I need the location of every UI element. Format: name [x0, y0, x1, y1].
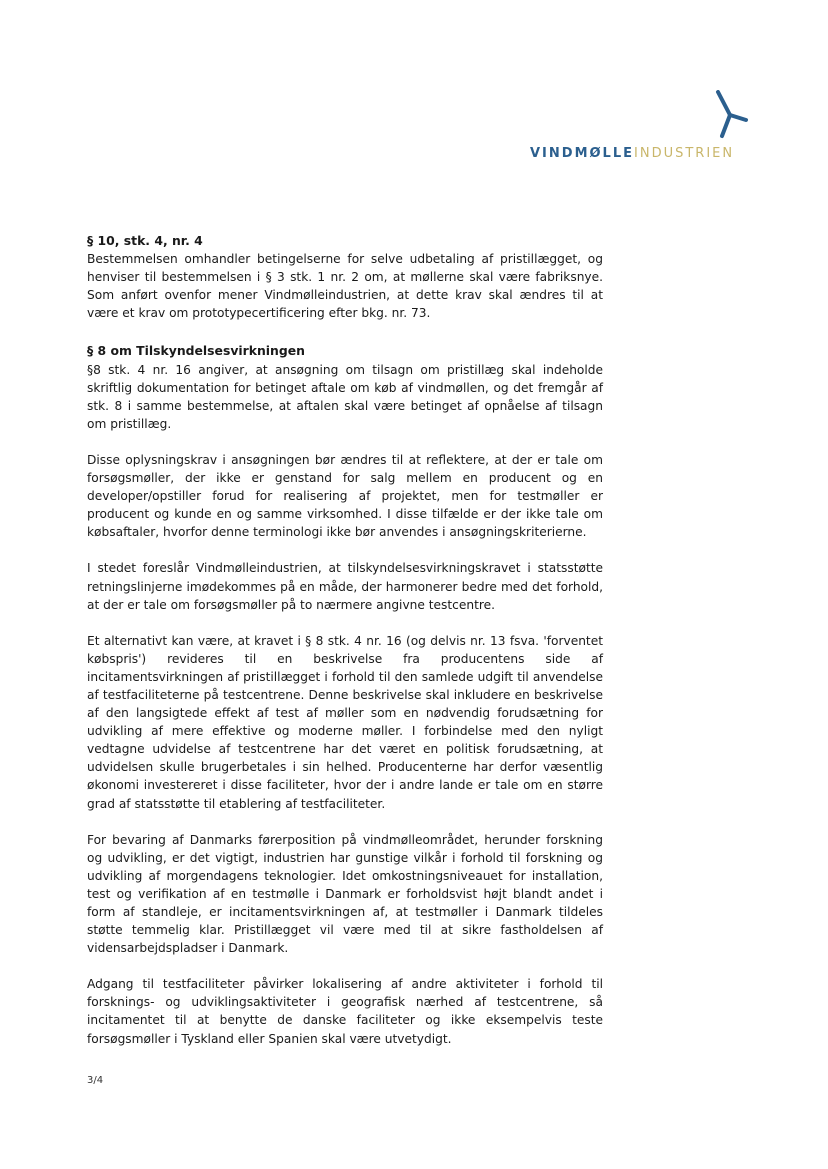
logo-wordmark: [530, 146, 734, 161]
paragraph: Disse oplysningskrav i ansøgningen bør ændres til at reflektere, at der er tale om forsøgsmøller, der ikke er genstand for salg mellem en producent og en developer/opstiller forud for realisering af projektet, men for testmøller er producent og kunde en og samme virksomhed. I disse tilfælde er der ikke tale om købsaftaler, hvorfor denne terminologi ikke bør anvendes i ansøgningskriterierne.: [87, 452, 603, 540]
paragraph: §8 stk. 4 nr. 16 angiver, at ansøgning om tilsagn om pristillæg skal indeholde skriftlig dokumentation for betinget aftale om køb af vindmøllen, og det fremgår af stk. 8 i samme bestemmelse, at aftalen skal være betinget af opnåelse af tilsagn om pristillæg.: [87, 362, 603, 431]
paragraph: Et alternativt kan være, at kravet i § 8 stk. 4 nr. 16 (og delvis nr. 13 fsva. 'forventet købspris') revideres til en beskrivelse fra producentens side af incitamentsvirkningen af pristillægget i forhold til den samlede udgift til anvendelse af testfaciliteterne på testcentrene. Denne beskrivelse skal inkludere en beskrivelse af den langsigtede effekt af test af møller som en nødvendig forudsætning for udvikling af mere effektive og moderne møller. I forbindelse med den nyligt vedtagne udvidelse af testcentrene har det været en politisk forudsætning, at udvidelsen skulle brugerbetales i sin helhed. Producenterne har derfor væsentlig økonomi investereret i disse faciliteter, hvor der i andre lande er tale om en større grad af statsstøtte til etablering af testfaciliteter.: [87, 633, 603, 811]
paragraph: Bestemmelsen omhandler betingelserne for selve udbetaling af pristillægget, og henviser til bestemmelsen i § 3 stk. 1 nr. 2 om, at møllerne skal være fabriksnye. Som anført ovenfor mener Vindmølleindustrien, at dette krav skal ændres til at være et krav om prototypecertificering efter bkg. nr. 73.: [87, 252, 603, 321]
section-heading: § 8 om Tilskyndelsesvirkningen: [87, 343, 305, 359]
paragraph: Adgang til testfaciliteter påvirker lokalisering af andre aktiviteter i forhold til forsknings- og udviklingsaktiviteter i geografisk nærhed af testcentrene, så incitamentet til at benytte de danske faciliteter og ikke eksempelvis teste forsøgsmøller i Tyskland eller Spanien skal være utvetydigt.: [87, 977, 603, 1046]
paragraph: I stedet foreslår Vindmølleindustrien, at tilskyndelsesvirkningskravet i statsstøtte retningslinjerne imødekommes på en måde, der harmonerer bedre med det forhold, at der er tale om forsøgsmøller på to nærmere angivne testcentre.: [87, 561, 603, 612]
company-logo: [530, 90, 750, 170]
logo-text-primary: VINDMØLLE: [530, 146, 635, 161]
wind-turbine-icon: [710, 90, 750, 140]
section-heading: § 10, stk. 4, nr. 4: [87, 233, 203, 248]
page-number: 3/4: [87, 1075, 104, 1086]
logo-text-secondary: INDUSTRIEN: [634, 146, 735, 161]
paragraph: For bevaring af Danmarks førerposition på vindmølleområdet, herunder forskning og udvikling, er det vigtigt, industrien har gunstige vilkår i forhold til forskning og udvikling af morgendagens teknologier. Idet omkostningsniveauet for installation, test og verifikation af en testmølle i Danmark er forholdsvist højt blandt andet i form af standleje, er incitamentsvirkningen af, at testmøller i Danmark tildeles støtte temmelig klar. Pristillægget vil være med til at sikre fastholdelsen af vidensarbejdspladser i Danmark.: [87, 832, 603, 956]
document-body: [87, 232, 603, 1048]
